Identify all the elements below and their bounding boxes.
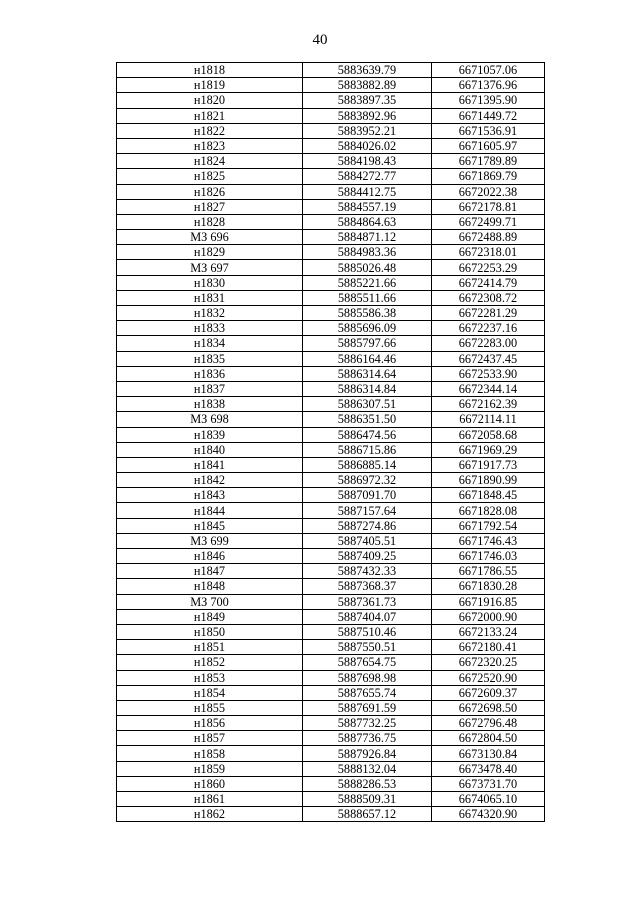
x-coordinate-cell: 5886474.56 <box>303 427 432 442</box>
page-number: 40 <box>312 32 328 48</box>
x-coordinate-cell: 5885797.66 <box>303 336 432 351</box>
x-coordinate-cell: 5886314.64 <box>303 366 432 381</box>
y-coordinate-cell: 6671789.89 <box>432 154 545 169</box>
y-coordinate-cell: 6672520.90 <box>432 670 545 685</box>
y-coordinate-cell: 6672237.16 <box>432 321 545 336</box>
point-id-cell: н1860 <box>117 776 303 791</box>
point-id-cell: н1834 <box>117 336 303 351</box>
x-coordinate-cell: 5887654.75 <box>303 655 432 670</box>
table-row <box>117 503 545 518</box>
y-coordinate-cell: 6674320.90 <box>432 807 545 822</box>
table-row <box>117 351 545 366</box>
point-id-cell: н1855 <box>117 700 303 715</box>
table-row <box>117 366 545 381</box>
point-id-cell: н1835 <box>117 351 303 366</box>
y-coordinate-cell: 6672022.38 <box>432 184 545 199</box>
table-row <box>117 108 545 123</box>
point-id-cell: МЗ 697 <box>117 260 303 275</box>
table-row <box>117 184 545 199</box>
y-coordinate-cell: 6672308.72 <box>432 290 545 305</box>
point-id-cell: н1846 <box>117 549 303 564</box>
table-row <box>117 336 545 351</box>
x-coordinate-cell: 5887736.75 <box>303 731 432 746</box>
x-coordinate-cell: 5886307.51 <box>303 397 432 412</box>
x-coordinate-cell: 5884983.36 <box>303 245 432 260</box>
x-coordinate-cell: 5887405.51 <box>303 533 432 548</box>
x-coordinate-cell: 5883892.96 <box>303 108 432 123</box>
table-row <box>117 579 545 594</box>
point-id-cell: н1822 <box>117 123 303 138</box>
y-coordinate-cell: 6672283.00 <box>432 336 545 351</box>
x-coordinate-cell: 5886164.46 <box>303 351 432 366</box>
y-coordinate-cell: 6672804.50 <box>432 731 545 746</box>
point-id-cell: МЗ 699 <box>117 533 303 548</box>
x-coordinate-cell: 5884871.12 <box>303 230 432 245</box>
x-coordinate-cell: 5887691.59 <box>303 700 432 715</box>
point-id-cell: н1833 <box>117 321 303 336</box>
x-coordinate-cell: 5887404.07 <box>303 609 432 624</box>
point-id-cell: н1842 <box>117 473 303 488</box>
table-row <box>117 807 545 822</box>
table-row <box>117 442 545 457</box>
x-coordinate-cell: 5887361.73 <box>303 594 432 609</box>
table-row <box>117 412 545 427</box>
x-coordinate-cell: 5884272.77 <box>303 169 432 184</box>
x-coordinate-cell: 5885221.66 <box>303 275 432 290</box>
x-coordinate-cell: 5887655.74 <box>303 685 432 700</box>
x-coordinate-cell: 5887274.86 <box>303 518 432 533</box>
point-id-cell: н1861 <box>117 792 303 807</box>
table-row <box>117 138 545 153</box>
y-coordinate-cell: 6671376.96 <box>432 78 545 93</box>
x-coordinate-cell: 5885026.48 <box>303 260 432 275</box>
y-coordinate-cell: 6671449.72 <box>432 108 545 123</box>
y-coordinate-cell: 6673478.40 <box>432 761 545 776</box>
y-coordinate-cell: 6671395.90 <box>432 93 545 108</box>
table-row <box>117 685 545 700</box>
point-id-cell: н1847 <box>117 564 303 579</box>
table-row <box>117 488 545 503</box>
x-coordinate-cell: 5887091.70 <box>303 488 432 503</box>
point-id-cell: н1854 <box>117 685 303 700</box>
point-id-cell: н1852 <box>117 655 303 670</box>
point-id-cell: МЗ 696 <box>117 230 303 245</box>
table-row <box>117 397 545 412</box>
y-coordinate-cell: 6671605.97 <box>432 138 545 153</box>
x-coordinate-cell: 5884557.19 <box>303 199 432 214</box>
point-id-cell: н1830 <box>117 275 303 290</box>
y-coordinate-cell: 6672320.25 <box>432 655 545 670</box>
y-coordinate-cell: 6673130.84 <box>432 746 545 761</box>
table-row <box>117 199 545 214</box>
table-row <box>117 640 545 655</box>
point-id-cell: н1840 <box>117 442 303 457</box>
y-coordinate-cell: 6672253.29 <box>432 260 545 275</box>
y-coordinate-cell: 6671786.55 <box>432 564 545 579</box>
y-coordinate-cell: 6671828.08 <box>432 503 545 518</box>
table-row <box>117 473 545 488</box>
table-row <box>117 260 545 275</box>
x-coordinate-cell: 5888657.12 <box>303 807 432 822</box>
point-id-cell: н1824 <box>117 154 303 169</box>
y-coordinate-cell: 6671869.79 <box>432 169 545 184</box>
y-coordinate-cell: 6672000.90 <box>432 609 545 624</box>
table-row <box>117 761 545 776</box>
y-coordinate-cell: 6671969.29 <box>432 442 545 457</box>
coordinates-table-body <box>117 63 545 822</box>
x-coordinate-cell: 5887157.64 <box>303 503 432 518</box>
y-coordinate-cell: 6672437.45 <box>432 351 545 366</box>
table-row <box>117 533 545 548</box>
y-coordinate-cell: 6673731.70 <box>432 776 545 791</box>
x-coordinate-cell: 5887409.25 <box>303 549 432 564</box>
point-id-cell: н1839 <box>117 427 303 442</box>
point-id-cell: н1836 <box>117 366 303 381</box>
table-row <box>117 245 545 260</box>
x-coordinate-cell: 5885511.66 <box>303 290 432 305</box>
y-coordinate-cell: 6671916.85 <box>432 594 545 609</box>
table-row <box>117 518 545 533</box>
y-coordinate-cell: 6672133.24 <box>432 624 545 639</box>
table-row <box>117 306 545 321</box>
x-coordinate-cell: 5887698.98 <box>303 670 432 685</box>
point-id-cell: н1831 <box>117 290 303 305</box>
table-row <box>117 609 545 624</box>
point-id-cell: н1848 <box>117 579 303 594</box>
table-row <box>117 594 545 609</box>
y-coordinate-cell: 6671536.91 <box>432 123 545 138</box>
x-coordinate-cell: 5888509.31 <box>303 792 432 807</box>
y-coordinate-cell: 6671057.06 <box>432 63 545 78</box>
point-id-cell: н1819 <box>117 78 303 93</box>
table-row <box>117 93 545 108</box>
x-coordinate-cell: 5888286.53 <box>303 776 432 791</box>
x-coordinate-cell: 5885696.09 <box>303 321 432 336</box>
table-row <box>117 230 545 245</box>
y-coordinate-cell: 6672114.11 <box>432 412 545 427</box>
x-coordinate-cell: 5888132.04 <box>303 761 432 776</box>
point-id-cell: н1851 <box>117 640 303 655</box>
x-coordinate-cell: 5883952.21 <box>303 123 432 138</box>
table-row <box>117 746 545 761</box>
point-id-cell: н1823 <box>117 138 303 153</box>
table-row <box>117 214 545 229</box>
point-id-cell: н1825 <box>117 169 303 184</box>
point-id-cell: н1859 <box>117 761 303 776</box>
point-id-cell: н1843 <box>117 488 303 503</box>
y-coordinate-cell: 6671746.03 <box>432 549 545 564</box>
point-id-cell: н1829 <box>117 245 303 260</box>
point-id-cell: н1845 <box>117 518 303 533</box>
x-coordinate-cell: 5886314.84 <box>303 381 432 396</box>
coordinates-table <box>116 62 545 822</box>
point-id-cell: н1838 <box>117 397 303 412</box>
x-coordinate-cell: 5887368.37 <box>303 579 432 594</box>
table-row <box>117 670 545 685</box>
y-coordinate-cell: 6672414.79 <box>432 275 545 290</box>
table-row <box>117 549 545 564</box>
y-coordinate-cell: 6672533.90 <box>432 366 545 381</box>
table-row <box>117 123 545 138</box>
x-coordinate-cell: 5886715.86 <box>303 442 432 457</box>
x-coordinate-cell: 5886351.50 <box>303 412 432 427</box>
y-coordinate-cell: 6672058.68 <box>432 427 545 442</box>
table-row <box>117 716 545 731</box>
x-coordinate-cell: 5885586.38 <box>303 306 432 321</box>
point-id-cell: н1857 <box>117 731 303 746</box>
x-coordinate-cell: 5887732.25 <box>303 716 432 731</box>
y-coordinate-cell: 6671917.73 <box>432 457 545 472</box>
table-row <box>117 169 545 184</box>
y-coordinate-cell: 6672344.14 <box>432 381 545 396</box>
table-row <box>117 776 545 791</box>
x-coordinate-cell: 5887926.84 <box>303 746 432 761</box>
point-id-cell: н1827 <box>117 199 303 214</box>
table-row <box>117 275 545 290</box>
table-row <box>117 731 545 746</box>
x-coordinate-cell: 5883897.35 <box>303 93 432 108</box>
y-coordinate-cell: 6672698.50 <box>432 700 545 715</box>
table-row <box>117 564 545 579</box>
y-coordinate-cell: 6672796.48 <box>432 716 545 731</box>
y-coordinate-cell: 6672609.37 <box>432 685 545 700</box>
point-id-cell: МЗ 698 <box>117 412 303 427</box>
y-coordinate-cell: 6671848.45 <box>432 488 545 503</box>
table-row <box>117 290 545 305</box>
y-coordinate-cell: 6672318.01 <box>432 245 545 260</box>
y-coordinate-cell: 6672499.71 <box>432 214 545 229</box>
point-id-cell: н1856 <box>117 716 303 731</box>
point-id-cell: н1828 <box>117 214 303 229</box>
x-coordinate-cell: 5887550.51 <box>303 640 432 655</box>
point-id-cell: н1850 <box>117 624 303 639</box>
y-coordinate-cell: 6672180.41 <box>432 640 545 655</box>
x-coordinate-cell: 5884412.75 <box>303 184 432 199</box>
x-coordinate-cell: 5883882.89 <box>303 78 432 93</box>
point-id-cell: н1832 <box>117 306 303 321</box>
point-id-cell: н1818 <box>117 63 303 78</box>
y-coordinate-cell: 6671792.54 <box>432 518 545 533</box>
y-coordinate-cell: 6671830.28 <box>432 579 545 594</box>
table-row <box>117 321 545 336</box>
table-row <box>117 154 545 169</box>
point-id-cell: н1826 <box>117 184 303 199</box>
y-coordinate-cell: 6671746.43 <box>432 533 545 548</box>
y-coordinate-cell: 6672178.81 <box>432 199 545 214</box>
x-coordinate-cell: 5884864.63 <box>303 214 432 229</box>
point-id-cell: н1821 <box>117 108 303 123</box>
point-id-cell: н1837 <box>117 381 303 396</box>
point-id-cell: н1841 <box>117 457 303 472</box>
x-coordinate-cell: 5884026.02 <box>303 138 432 153</box>
y-coordinate-cell: 6672281.29 <box>432 306 545 321</box>
table-row <box>117 63 545 78</box>
y-coordinate-cell: 6672488.89 <box>432 230 545 245</box>
x-coordinate-cell: 5883639.79 <box>303 63 432 78</box>
table-row <box>117 427 545 442</box>
table-row <box>117 700 545 715</box>
y-coordinate-cell: 6672162.39 <box>432 397 545 412</box>
y-coordinate-cell: 6674065.10 <box>432 792 545 807</box>
x-coordinate-cell: 5884198.43 <box>303 154 432 169</box>
x-coordinate-cell: 5887510.46 <box>303 624 432 639</box>
point-id-cell: н1862 <box>117 807 303 822</box>
x-coordinate-cell: 5886885.14 <box>303 457 432 472</box>
x-coordinate-cell: 5886972.32 <box>303 473 432 488</box>
table-row <box>117 792 545 807</box>
point-id-cell: н1820 <box>117 93 303 108</box>
table-row <box>117 78 545 93</box>
table-row <box>117 457 545 472</box>
y-coordinate-cell: 6671890.99 <box>432 473 545 488</box>
table-row <box>117 624 545 639</box>
point-id-cell: МЗ 700 <box>117 594 303 609</box>
table-row <box>117 381 545 396</box>
point-id-cell: н1853 <box>117 670 303 685</box>
point-id-cell: н1858 <box>117 746 303 761</box>
x-coordinate-cell: 5887432.33 <box>303 564 432 579</box>
point-id-cell: н1849 <box>117 609 303 624</box>
point-id-cell: н1844 <box>117 503 303 518</box>
table-row <box>117 655 545 670</box>
